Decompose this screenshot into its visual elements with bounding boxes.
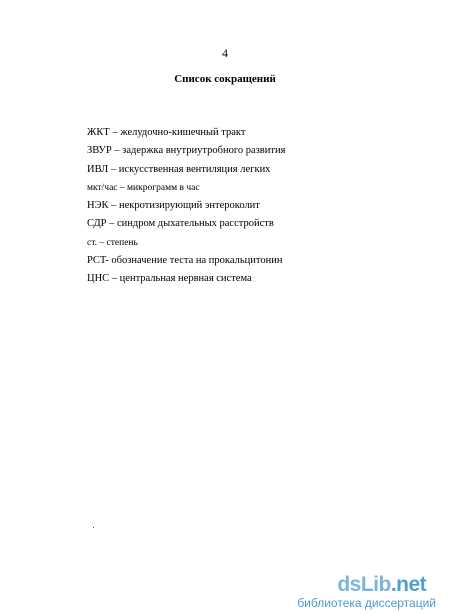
abbreviation-item: ст. – степень	[87, 237, 138, 248]
dslib-logo[interactable]	[337, 574, 436, 596]
abbreviation-list	[87, 124, 285, 289]
abbreviation-item: ЗВУР – задержка внутриутробного развития	[87, 145, 286, 157]
abbreviation-item: ЦНС – центральная нервная система	[87, 273, 252, 285]
scan-speck	[93, 527, 94, 528]
abbreviation-item: СДР – синдром дыхательных расстройств	[87, 218, 274, 230]
logo-text-main: dsLib	[337, 573, 391, 596]
logo-text-domain: .net	[390, 573, 427, 596]
page-title: Список сокращений	[174, 73, 276, 85]
dslib-watermark[interactable]	[297, 573, 436, 610]
abbreviation-item: мкт/час – микрограмм в час	[87, 182, 200, 193]
abbreviation-item: ИВЛ – искусственная вентиляция легких	[87, 163, 271, 175]
abbreviation-item: PCT- обозначение теста на прокальцитонин	[87, 255, 283, 267]
page-number: 4	[222, 46, 228, 60]
watermark-subtitle: библиотека диссертаций	[297, 596, 436, 610]
abbreviation-item: ЖКТ – желудочно-кишечный тракт	[87, 127, 246, 138]
abbreviation-item: НЭК – некротизирующий энтероколит	[87, 200, 260, 212]
